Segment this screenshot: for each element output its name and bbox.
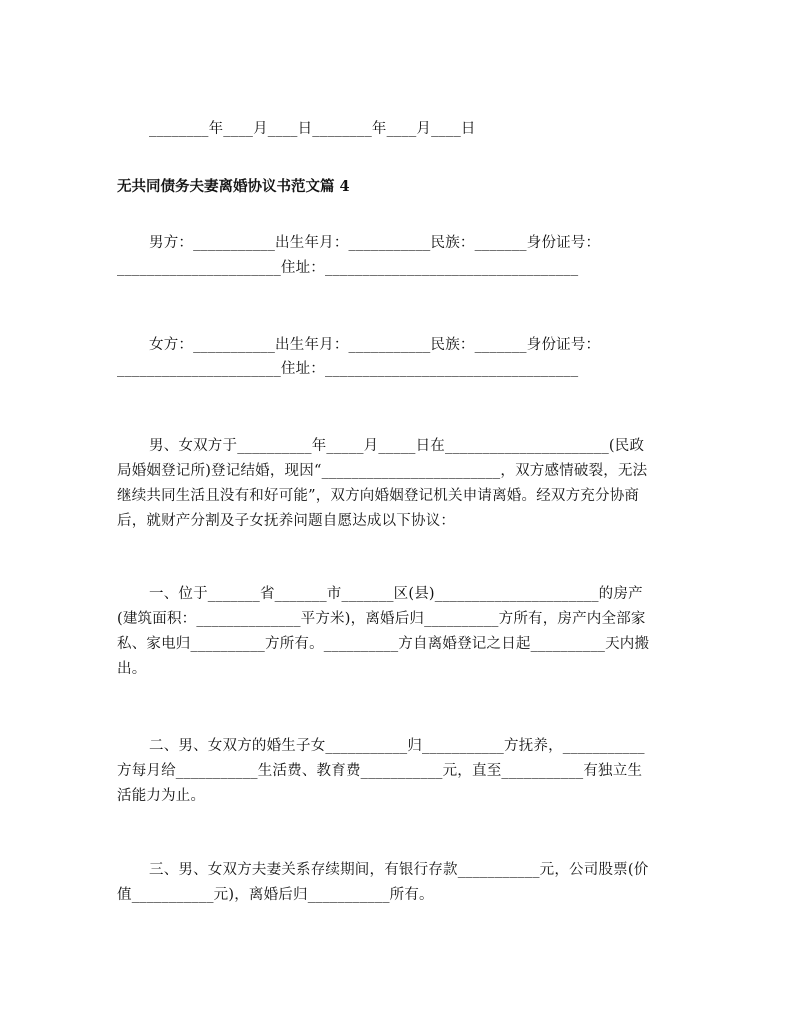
clause-1-line-1: 一、位于_______省_______市_______区(县)______________________的房产 — [149, 586, 643, 602]
intro-paragraph-line-2: 局婚姻登记所)登记结婚，现因“________________________，双方感情破裂，无法 — [117, 463, 648, 479]
male-info-line-1: 男方：___________出生年月：___________民族：_______身份证号： — [149, 235, 601, 251]
date-line: ________年____月____日________年____月____日 — [149, 121, 476, 137]
clause-1-line-3: 私、家电归__________方所有。__________方自离婚登记之日起__________天内搬 — [117, 636, 650, 652]
female-info-line-1: 女方：___________出生年月：___________民族：_______身份证号： — [149, 337, 601, 353]
male-info-line-2: ______________________住址：__________________________________ — [117, 260, 579, 276]
clause-3-line-1: 三、男、女双方夫妻关系存续期间，有银行存款___________元，公司股票(价 — [149, 862, 649, 878]
clause-1-line-4: 出。 — [117, 661, 147, 677]
intro-paragraph-line-1: 男、女双方于__________年_____月_____日在______________________(民政 — [149, 438, 645, 454]
female-info-line-2: ______________________住址：__________________________________ — [117, 361, 579, 377]
clause-1-line-2: (建筑面积：______________平方米)，离婚后归__________方所有，房产内全部家 — [117, 611, 646, 627]
clause-2-line-3: 活能力为止。 — [117, 788, 206, 804]
intro-paragraph-line-4: 后，就财产分割及子女抚养问题自愿达成以下协议： — [117, 513, 456, 529]
clause-2-line-1: 二、男、女双方的婚生子女___________归___________方抚养，___________ — [149, 738, 645, 754]
clause-3-line-2: 值___________元)，离婚后归___________所有。 — [117, 887, 434, 903]
clause-2-line-2: 方每月给___________生活费、教育费___________元，直至___________有独立生 — [117, 763, 643, 779]
intro-paragraph-line-3: 继续共同生活且没有和好可能”，双方向婚姻登记机关申请离婚。经双方充分协商 — [117, 488, 640, 504]
section-title: 无共同债务夫妻离婚协议书范文篇 4 — [117, 178, 350, 195]
